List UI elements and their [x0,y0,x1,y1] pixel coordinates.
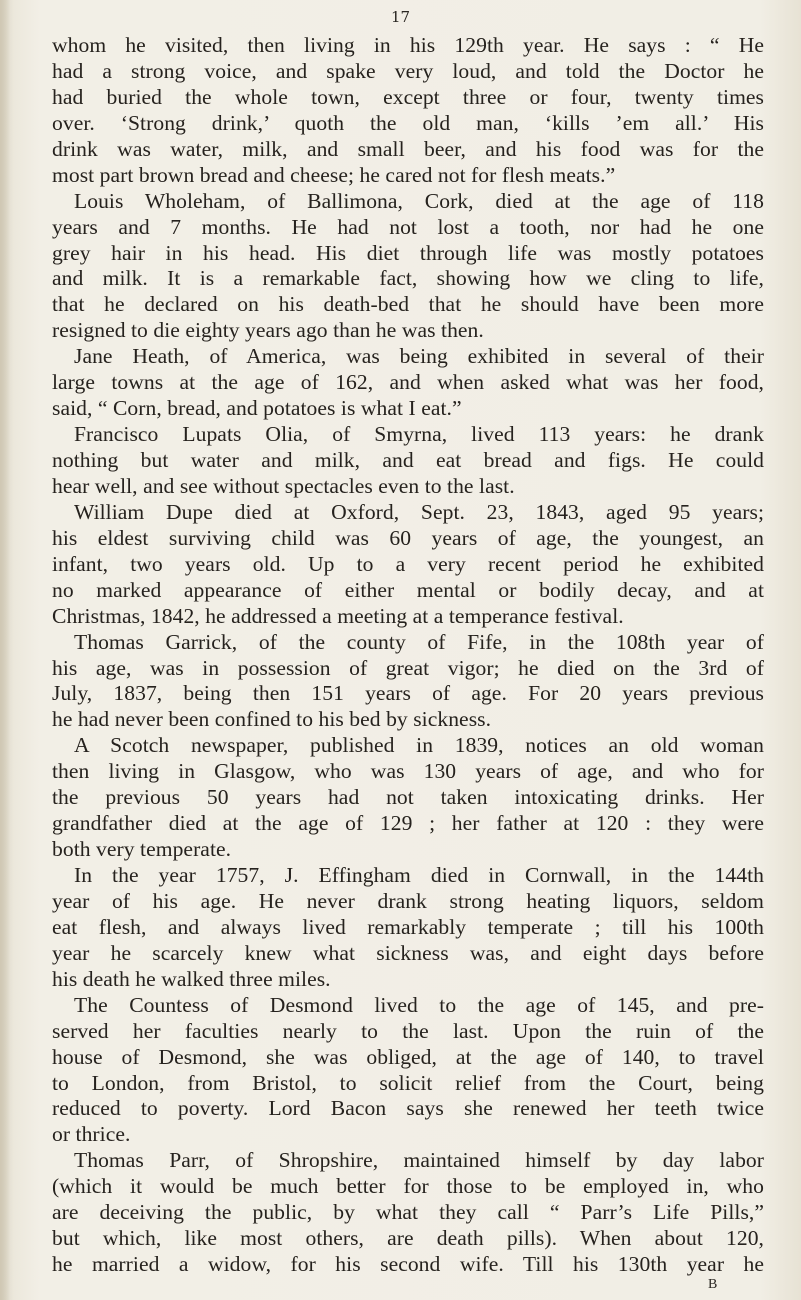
text-line: the previous 50 years had not taken intoxicating drinks. Her [52,785,764,810]
text-line: (which it would be much better for those to be employed in, who [52,1174,764,1199]
text-line: reduced to poverty. Lord Bacon says she renewed her teeth twice [52,1096,764,1121]
text-line: grandfather died at the age of 129 ; her father at 120 : they were [52,811,764,836]
text-line: served her faculties nearly to the last. Upon the ruin of the [52,1018,764,1043]
text-line: Jane Heath, of America, was being exhibited in several of their [74,344,764,369]
text-line: house of Desmond, she was obliged, at the age of 140, to travel [52,1044,764,1069]
text-line: most part brown bread and cheese; he cared not for flesh meats.” [52,162,616,187]
text-line: Christmas, 1842, he addressed a meeting at a temperance festival. [52,603,624,628]
binding-gutter [0,0,10,1300]
text-line: A Scotch newspaper, published in 1839, notices an old woman [74,733,764,758]
text-line: large towns at the age of 162, and when asked what was her food, [52,370,764,395]
text-line: then living in Glasgow, who was 130 years of age, and who for [52,759,764,784]
text-line: nothing but water and milk, and eat bread and figs. He could [52,448,764,472]
signature-mark: B [708,1277,718,1292]
text-line: drink was water, milk, and small beer, and his food was for the [52,136,764,161]
text-line: years and 7 months. He had not lost a tooth, nor had he one [52,214,764,239]
text-line: his death he walked three miles. [52,966,331,991]
text-line: to London, from Bristol, to solicit relief from the Court, being [52,1070,764,1095]
text-line: July, 1837, being then 151 years of age. For 20 years previous [52,681,764,706]
text-line: year he scarcely knew what sickness was, and eight days before [52,940,764,965]
text-line: or thrice. [52,1122,131,1147]
text-line: his eldest surviving child was 60 years of age, the youngest, an [52,525,764,550]
text-line: over. ‘Strong drink,’ quoth the old man, ‘kills ’em all.’ His [52,110,764,135]
text-line: that he declared on his death-bed that he should have been more [52,292,764,317]
text-line: both very temperate. [52,837,232,862]
text-line: year of his age. He never drank strong heating liquors, seldom [52,888,764,913]
text-line: said, “ Corn, bread, and potatoes is what I eat.” [52,396,462,421]
text-line: had buried the whole town, except three or four, twenty times [52,84,764,109]
text-line: but which, like most others, are death pills). When about 120, [52,1226,764,1251]
text-line: resigned to die eighty years ago than he was then. [52,318,484,343]
text-line: In the year 1757, J. Effingham died in Cornwall, in the 144th [74,863,764,887]
text-line: and milk. It is a remarkable fact, showing how we cling to life, [52,266,764,291]
text-line: hear well, and see without spectacles even to the last. [52,473,515,498]
text-line: William Dupe died at Oxford, Sept. 23, 1843, aged 95 years; [74,499,764,524]
text-line: whom he visited, then living in his 129th year. He says : “ He [52,33,764,57]
text-line: grey hair in his head. His diet through life was mostly potatoes [52,240,764,265]
text-line: his age, was in possession of great vigor; he died on the 3rd of [52,655,764,680]
text-line: eat flesh, and always lived remarkably temperate ; till his 100th [52,914,764,939]
page-number: 17 [390,8,411,26]
text-line: no marked appearance of either mental or bodily decay, and at [52,577,764,602]
text-line: Louis Wholeham, of Ballimona, Cork, died at the age of 118 [74,188,764,213]
text-line: he had never been confined to his bed by sickness. [52,707,492,732]
text-line: Thomas Parr, of Shropshire, maintained himself by day labor [74,1148,764,1173]
text-line: infant, two years old. Up to a very recent period he exhibited [52,551,764,576]
text-line: Thomas Garrick, of the county of Fife, in the 108th year of [74,629,764,654]
text-line: The Countess of Desmond lived to the age of 145, and pre- [74,992,764,1017]
text-line: Francisco Lupats Olia, of Smyrna, lived 113 years: he drank [74,422,764,447]
text-line: had a strong voice, and spake very loud, and told the Doctor he [52,58,764,83]
text-line: are deceiving the public, by what they call “ Parr’s Life Pills,” [52,1200,764,1225]
text-line: he married a widow, for his second wife. Till his 130th year he [52,1252,764,1277]
body-text [52,33,764,1278]
